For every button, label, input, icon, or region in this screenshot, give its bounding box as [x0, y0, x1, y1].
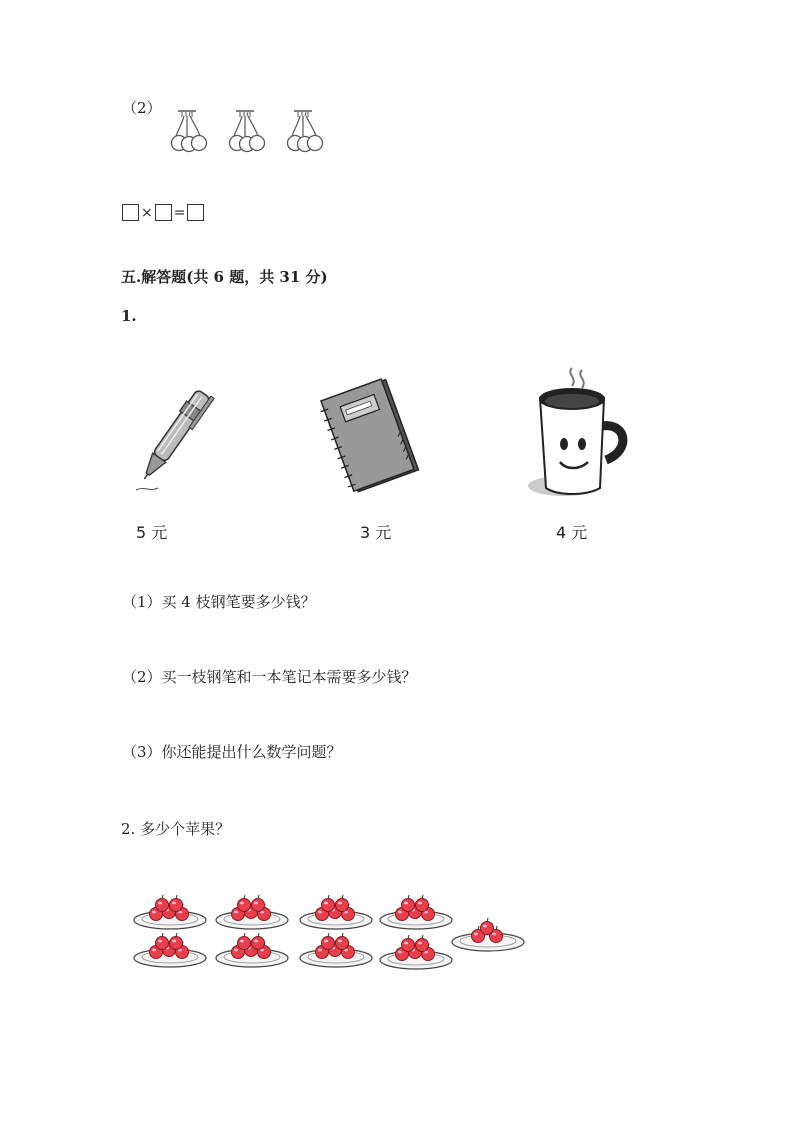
apple-plate [216, 895, 288, 929]
pen-price: 5 元 [136, 523, 168, 542]
apple-plate [216, 933, 288, 967]
apple-plate [134, 895, 206, 929]
answer-box-1[interactable] [122, 204, 139, 221]
apple-plate [300, 933, 372, 967]
cherry-group [288, 111, 323, 152]
cherry-group [172, 111, 207, 152]
pen-icon [128, 378, 218, 498]
question-3: （3）你还能提出什么数学问题？ [122, 743, 342, 761]
question-1: （1）买 4 枝钢笔要多少钱？ [122, 593, 316, 611]
cherry-group [230, 111, 265, 152]
times-sign: × [141, 204, 153, 221]
apple-plate-extra [452, 918, 524, 951]
section-title: 五.解答题(共 6 题，共 31 分) [121, 268, 328, 286]
problem-2-question: 2. 多少个苹果？ [121, 820, 231, 838]
apple-plate [380, 935, 452, 969]
answer-box-3[interactable] [187, 204, 204, 221]
cherry-illustration [168, 106, 340, 156]
equals-sign: = [173, 204, 186, 221]
apple-plate [300, 895, 372, 929]
mug-icon [526, 364, 634, 500]
question-label: （2） [122, 99, 162, 117]
notebook-icon [316, 376, 426, 498]
apple-plate [134, 933, 206, 967]
mug-price: 4 元 [556, 523, 588, 542]
apple-plate [380, 895, 452, 929]
notebook-price: 3 元 [360, 523, 392, 542]
apple-plates-illustration [130, 890, 530, 980]
answer-box-2[interactable] [155, 204, 172, 221]
equation [122, 202, 204, 221]
question-2: （2）买一枝钢笔和一本笔记本需要多少钱？ [122, 668, 417, 686]
problem-number: 1. [121, 307, 137, 325]
